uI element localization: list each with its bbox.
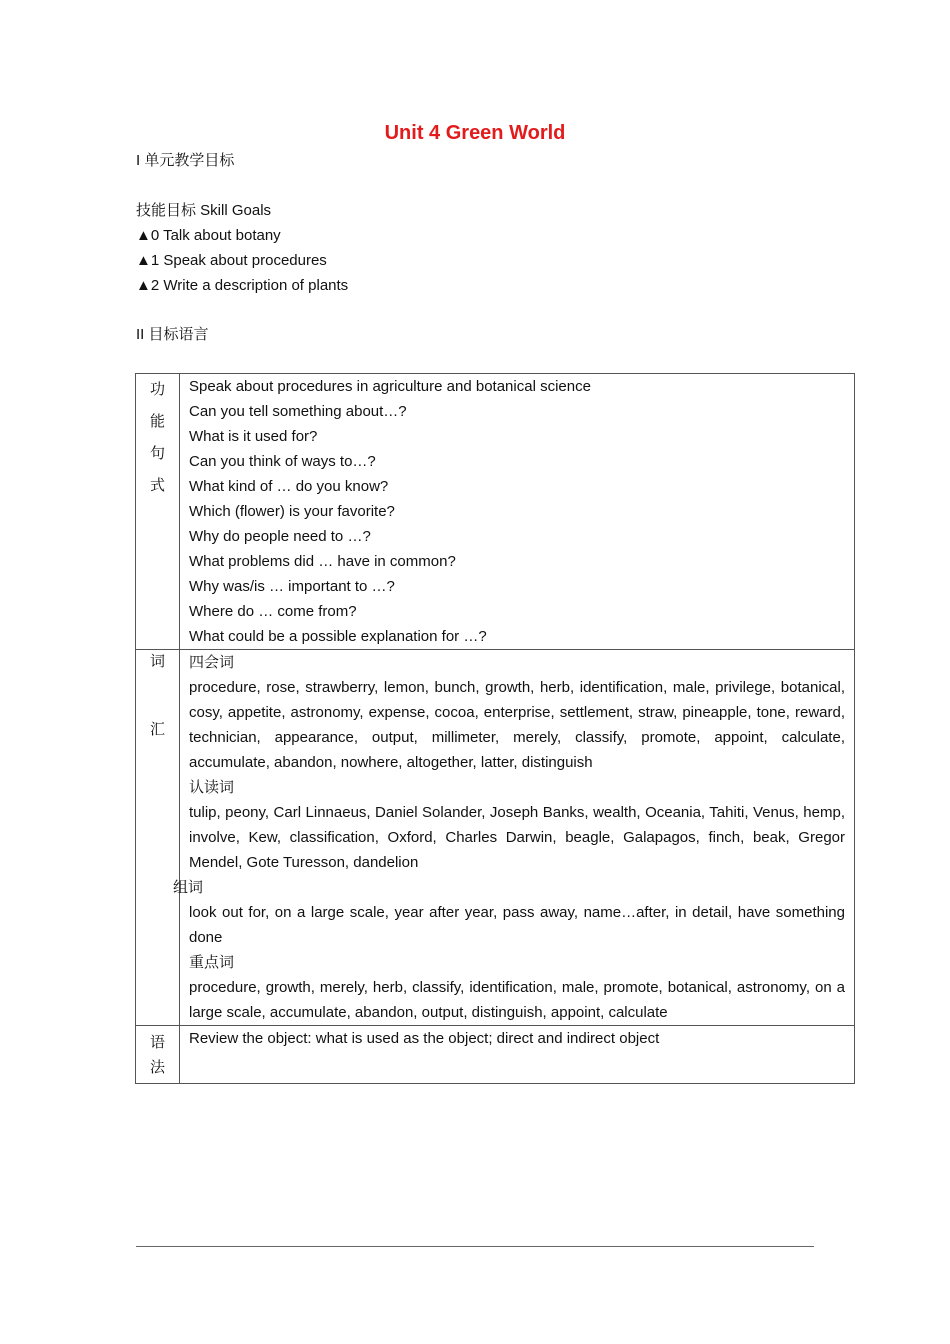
function-sentence: What could be a possible explanation for …? bbox=[189, 628, 487, 645]
section-heading-goals: I 单元教学目标 bbox=[136, 152, 235, 169]
function-sentence: Speak about procedures in agriculture and botanical science bbox=[189, 378, 591, 395]
grammar-content-cell bbox=[180, 1026, 855, 1084]
function-label-cell bbox=[136, 374, 180, 650]
label-char: 能 bbox=[149, 413, 165, 430]
label-char: 法 bbox=[149, 1059, 165, 1076]
skill-item: ▲0 Talk about botany bbox=[136, 227, 281, 244]
vocab-group-heading: 四会词 bbox=[189, 654, 235, 671]
page-title: Unit 4 Green World bbox=[384, 122, 566, 144]
label-char: 汇 bbox=[149, 721, 165, 738]
label-char: 词 bbox=[149, 653, 165, 670]
label-char: 语 bbox=[149, 1034, 165, 1051]
function-sentence: Can you tell something about…? bbox=[189, 403, 407, 420]
label-char: 句 bbox=[149, 445, 165, 462]
vocab-content-cell bbox=[173, 650, 855, 1026]
function-row bbox=[136, 374, 855, 650]
skill-goals-heading: 技能目标 Skill Goals bbox=[136, 202, 272, 219]
vocab-group-heading: 认读词 bbox=[189, 779, 235, 796]
vocab-group-heading: 组词 bbox=[173, 879, 204, 896]
section-heading-language: II 目标语言 bbox=[136, 326, 209, 343]
grammar-text: Review the object: what is used as the object; direct and indirect object bbox=[189, 1030, 660, 1047]
vocab-group-text: tulip, peony, Carl Linnaeus, Daniel Solander, Joseph Banks, wealth, Oceania, Tahiti, Venus, hemp, involve, Kew, classification, Oxford, Charles Darwin, beagle, Galapagos, finch, beak, Gregor Mendel, Gote Turesson, dandelion bbox=[189, 804, 845, 871]
label-char: 式 bbox=[149, 477, 165, 494]
vocab-label-cell bbox=[136, 650, 180, 1026]
function-sentence: What kind of … do you know? bbox=[189, 478, 389, 495]
function-sentence: What is it used for? bbox=[189, 428, 318, 445]
function-sentence: Can you think of ways to…? bbox=[189, 453, 376, 470]
vocab-group-text: procedure, growth, merely, herb, classify, identification, male, promote, botanical, astronomy, on a large scale, accumulate, abandon, output, distinguish, appoint, calculate bbox=[189, 979, 845, 1021]
function-sentence: Why was/is … important to …? bbox=[189, 578, 395, 595]
function-sentence: What problems did … have in common? bbox=[189, 553, 456, 570]
footer-divider bbox=[136, 1246, 814, 1247]
grammar-row bbox=[136, 1026, 855, 1084]
vocab-group-text: look out for, on a large scale, year after year, pass away, name…after, in detail, have something done bbox=[189, 904, 845, 946]
function-sentence: Why do people need to …? bbox=[189, 528, 371, 545]
function-sentence: Which (flower) is your favorite? bbox=[189, 503, 395, 520]
skill-item: ▲1 Speak about procedures bbox=[136, 252, 327, 269]
target-language-table bbox=[135, 373, 855, 1084]
vocab-group-heading: 重点词 bbox=[189, 954, 235, 971]
function-sentence: Where do … come from? bbox=[189, 603, 357, 620]
grammar-label-cell bbox=[136, 1026, 180, 1084]
skill-item: ▲2 Write a description of plants bbox=[136, 277, 349, 294]
function-content-cell bbox=[180, 374, 855, 650]
label-char: 功 bbox=[149, 381, 165, 398]
vocab-group-text: procedure, rose, strawberry, lemon, bunch, growth, herb, identification, male, privilege, botanical, cosy, appetite, astronomy, expense, cocoa, enterprise, settlement, straw, pineapple, tone, reward, technician, appearance, output, millimeter, merely, classify, promote, appoint, calculate, accumulate, abandon, nowhere, altogether, latter, distinguish bbox=[189, 679, 845, 771]
vocabulary-row bbox=[136, 650, 855, 1026]
